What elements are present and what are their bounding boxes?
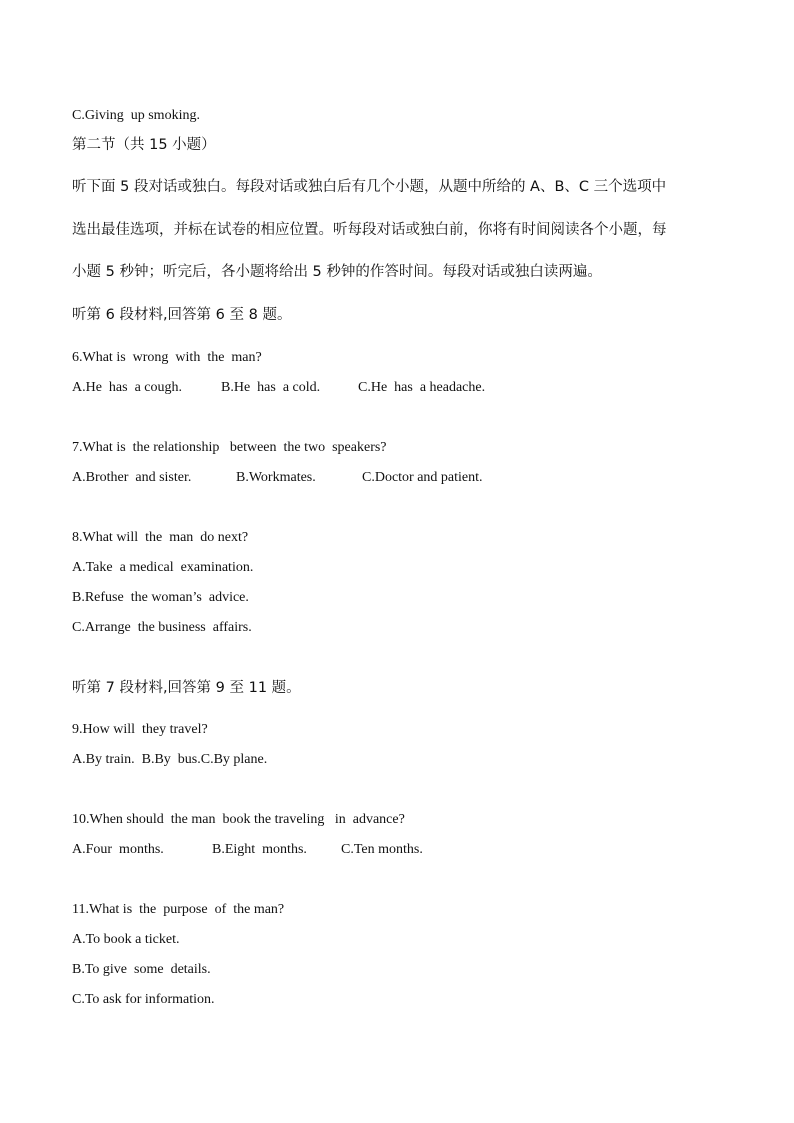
previous-option-c: C.Giving up smoking. — [72, 108, 200, 123]
question-10-option-c: C.Ten months. — [341, 842, 423, 857]
group-heading-9-11: 听第 7 段材料,回答第 9 至 11 题。 — [72, 680, 301, 696]
question-6-stem: 6.What is wrong with the man? — [72, 350, 262, 365]
question-8-stem: 8.What will the man do next? — [72, 530, 249, 545]
question-6-option-c: C.He has a headache. — [358, 380, 486, 395]
question-11-stem: 11.What is the purpose of the man? — [72, 902, 285, 917]
instructions-line-1: 听下面 5 段对话或独白。每段对话或独白后有几个小题，从题中所给的 A、B、C 三个选项中 — [72, 179, 667, 195]
question-8-option-b: B.Refuse the woman’s advice. — [72, 590, 249, 605]
question-8-option-c: C.Arrange the business affairs. — [72, 620, 252, 635]
question-10-option-b: B.Eight months. — [212, 842, 307, 857]
section-title: 第二节（共 15 小题） — [72, 137, 216, 153]
question-6-option-b: B.He has a cold. — [221, 380, 321, 395]
question-7-option-c: C.Doctor and patient. — [362, 470, 483, 485]
question-10-option-a: A.Four months. — [72, 842, 164, 857]
instructions-line-2: 选出最佳选项，并标在试卷的相应位置。听每段对话或独白前，你将有时间阅读各个小题，每 — [72, 222, 667, 238]
question-7-option-b: B.Workmates. — [236, 470, 316, 485]
instructions-line-3: 小题 5 秒钟；听完后，各小题将给出 5 秒钟的作答时间。每段对话或独白读两遍。 — [72, 264, 602, 280]
question-11-option-c: C.To ask for information. — [72, 992, 215, 1007]
question-9-options: A.By train. B.By bus.C.By plane. — [72, 752, 268, 767]
question-7-option-a: A.Brother and sister. — [72, 470, 192, 485]
group-heading-6-8: 听第 6 段材料,回答第 6 至 8 题。 — [72, 307, 292, 323]
question-9-stem: 9.How will they travel? — [72, 722, 208, 737]
question-11-option-b: B.To give some details. — [72, 962, 211, 977]
question-11-option-a: A.To book a ticket. — [72, 932, 180, 947]
question-6-option-a: A.He has a cough. — [72, 380, 183, 395]
question-8-option-a: A.Take a medical examination. — [72, 560, 254, 575]
question-10-stem: 10.When should the man book the traveling in advance? — [72, 812, 405, 827]
question-7-stem: 7.What is the relationship between the two speakers? — [72, 440, 387, 455]
